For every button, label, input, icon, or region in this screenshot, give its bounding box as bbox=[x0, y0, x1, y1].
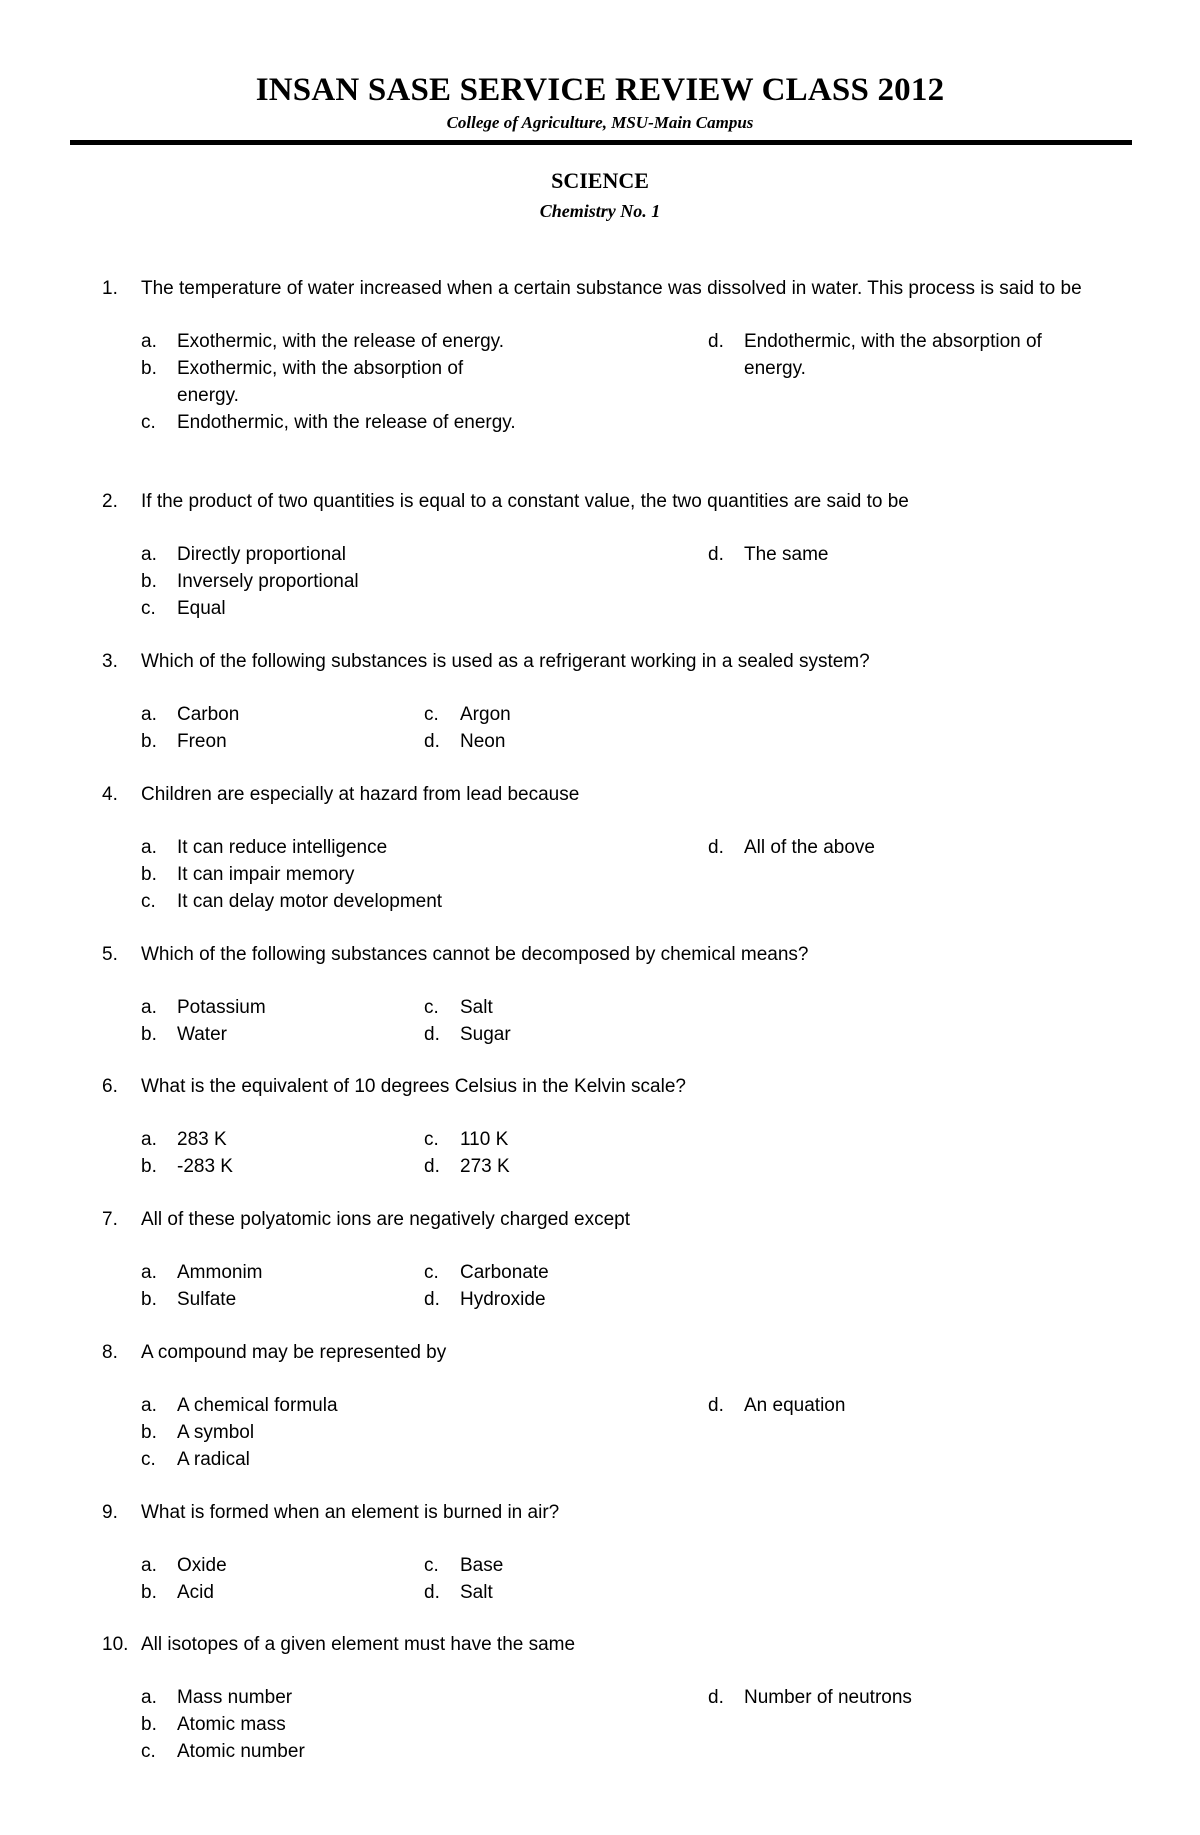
choice-c bbox=[424, 701, 674, 728]
choice-letter: d. bbox=[424, 1156, 440, 1177]
choice-letter: c. bbox=[141, 412, 156, 433]
choice-c bbox=[141, 595, 541, 622]
choice-letter: c. bbox=[424, 997, 439, 1018]
choice-text: Salt bbox=[460, 997, 493, 1018]
question-stem bbox=[102, 941, 1122, 968]
choice-list bbox=[141, 1684, 1122, 1765]
choice-a bbox=[141, 701, 391, 728]
question-1 bbox=[102, 275, 1122, 433]
choice-letter: c. bbox=[141, 891, 156, 912]
choice-letter: c. bbox=[424, 1555, 439, 1576]
choice-b bbox=[141, 1286, 391, 1313]
choice-text: A symbol bbox=[177, 1422, 255, 1443]
choice-text: Endothermic, with the absorption of energy. bbox=[744, 331, 1042, 379]
choice-text: -283 K bbox=[177, 1156, 233, 1177]
choice-d bbox=[708, 1392, 1098, 1419]
choice-a bbox=[141, 994, 391, 1021]
question-number: 10. bbox=[102, 1634, 129, 1655]
question-text: Which of the following substances cannot be decomposed by chemical means? bbox=[141, 944, 809, 965]
question-text: Which of the following substances is used as a refrigerant working in a sealed system? bbox=[141, 651, 870, 672]
question-7 bbox=[102, 1206, 1122, 1313]
choice-c bbox=[141, 1446, 541, 1473]
question-text: A compound may be represented by bbox=[141, 1342, 447, 1363]
question-number: 5. bbox=[102, 944, 118, 965]
question-text: The temperature of water increased when a certain substance was dissolved in water. This process is said to be bbox=[141, 278, 1082, 299]
question-5 bbox=[102, 941, 1122, 1048]
question-stem bbox=[102, 1339, 1122, 1366]
subject-heading bbox=[70, 167, 1130, 223]
choice-d bbox=[708, 541, 1098, 568]
choice-text: Number of neutrons bbox=[744, 1687, 912, 1708]
question-text: What is formed when an element is burned in air? bbox=[141, 1502, 560, 1523]
choice-a bbox=[141, 1392, 541, 1419]
choice-letter: d. bbox=[424, 1289, 440, 1310]
choice-a bbox=[141, 1684, 541, 1711]
choice-list bbox=[141, 994, 1122, 1048]
question-stem bbox=[102, 781, 1122, 808]
choice-b bbox=[141, 728, 391, 755]
choice-letter: b. bbox=[141, 864, 157, 885]
choice-text: Sugar bbox=[460, 1024, 511, 1045]
choice-list bbox=[141, 1126, 1122, 1180]
choice-text: The same bbox=[744, 544, 829, 565]
choice-list bbox=[141, 1552, 1122, 1606]
choice-letter: b. bbox=[141, 1714, 157, 1735]
choice-letter: a. bbox=[141, 1555, 157, 1576]
question-number: 3. bbox=[102, 651, 118, 672]
choice-letter: b. bbox=[141, 571, 157, 592]
choice-text: A chemical formula bbox=[177, 1395, 338, 1416]
choice-c bbox=[141, 409, 541, 436]
choice-letter: c. bbox=[141, 598, 156, 619]
choice-c bbox=[424, 1552, 674, 1579]
choice-text: Atomic mass bbox=[177, 1714, 286, 1735]
question-stem bbox=[102, 648, 1122, 675]
choice-text: 283 K bbox=[177, 1129, 227, 1150]
choice-text: Potassium bbox=[177, 997, 266, 1018]
choice-a bbox=[141, 1126, 391, 1153]
question-number: 2. bbox=[102, 491, 118, 512]
choice-text: Oxide bbox=[177, 1555, 227, 1576]
choice-text: It can impair memory bbox=[177, 864, 355, 885]
choice-text: Equal bbox=[177, 598, 226, 619]
question-stem bbox=[102, 488, 1122, 515]
choice-b bbox=[141, 1711, 541, 1738]
choice-letter: b. bbox=[141, 1422, 157, 1443]
choice-d bbox=[424, 1579, 674, 1606]
choice-d bbox=[424, 1021, 674, 1048]
question-number: 1. bbox=[102, 278, 118, 299]
choice-b bbox=[141, 861, 541, 888]
choice-c bbox=[424, 1259, 674, 1286]
choice-c bbox=[141, 888, 541, 915]
choice-list bbox=[141, 541, 1122, 622]
choice-text: Atomic number bbox=[177, 1741, 305, 1762]
choice-letter: a. bbox=[141, 997, 157, 1018]
choice-list bbox=[141, 1392, 1122, 1473]
question-number: 7. bbox=[102, 1209, 118, 1230]
document-subtitle: College of Agriculture, MSU-Main Campus bbox=[446, 113, 754, 132]
choice-text: Exothermic, with the absorption of energy. bbox=[177, 358, 464, 406]
choice-b bbox=[141, 1419, 541, 1446]
document-title: INSAN SASE SERVICE REVIEW CLASS 2012 bbox=[255, 72, 945, 108]
question-number: 6. bbox=[102, 1076, 118, 1097]
question-9 bbox=[102, 1499, 1122, 1606]
choice-letter: d. bbox=[708, 1395, 724, 1416]
choice-letter: c. bbox=[424, 1262, 439, 1283]
question-number: 4. bbox=[102, 784, 118, 805]
question-4 bbox=[102, 781, 1122, 915]
choice-letter: b. bbox=[141, 1582, 157, 1603]
choice-letter: c. bbox=[141, 1741, 156, 1762]
question-10 bbox=[102, 1631, 1122, 1765]
choice-letter: c. bbox=[424, 704, 439, 725]
choice-text: Directly proportional bbox=[177, 544, 346, 565]
choice-letter: d. bbox=[424, 731, 440, 752]
choice-b bbox=[141, 1579, 391, 1606]
choice-letter: a. bbox=[141, 837, 157, 858]
choice-letter: a. bbox=[141, 1129, 157, 1150]
choice-text: Carbon bbox=[177, 704, 240, 725]
choice-letter: d. bbox=[424, 1582, 440, 1603]
choice-text: Salt bbox=[460, 1582, 493, 1603]
choice-a bbox=[141, 1259, 391, 1286]
question-2 bbox=[102, 488, 1122, 622]
choice-letter: c. bbox=[424, 1129, 439, 1150]
choice-letter: c. bbox=[141, 1449, 156, 1470]
choice-text: Exothermic, with the release of energy. bbox=[177, 331, 505, 352]
question-text: If the product of two quantities is equal to a constant value, the two quantities are said to be bbox=[141, 491, 909, 512]
question-3 bbox=[102, 648, 1122, 755]
choice-b bbox=[141, 1153, 391, 1180]
choice-text: Acid bbox=[177, 1582, 214, 1603]
choice-letter: b. bbox=[141, 1289, 157, 1310]
question-stem bbox=[102, 1073, 1122, 1100]
choice-text: Mass number bbox=[177, 1687, 293, 1708]
choice-letter: b. bbox=[141, 1156, 157, 1177]
choice-list bbox=[141, 701, 1122, 755]
choice-letter: a. bbox=[141, 704, 157, 725]
question-text: Children are especially at hazard from lead because bbox=[141, 784, 580, 805]
choice-letter: a. bbox=[141, 544, 157, 565]
question-number: 8. bbox=[102, 1342, 118, 1363]
choice-d bbox=[424, 1153, 674, 1180]
choice-letter: b. bbox=[141, 358, 157, 379]
choice-text: An equation bbox=[744, 1395, 846, 1416]
choice-text: All of the above bbox=[744, 837, 875, 858]
choice-b bbox=[141, 568, 541, 595]
choice-letter: a. bbox=[141, 1395, 157, 1416]
choice-letter: b. bbox=[141, 1024, 157, 1045]
choice-letter: d. bbox=[708, 331, 724, 352]
choice-c bbox=[424, 1126, 674, 1153]
choice-text: Argon bbox=[460, 704, 511, 725]
question-stem bbox=[102, 1206, 1122, 1233]
choice-c bbox=[141, 1738, 541, 1765]
choice-b bbox=[141, 1021, 391, 1048]
choice-letter: d. bbox=[708, 837, 724, 858]
question-number: 9. bbox=[102, 1502, 118, 1523]
choice-text: Sulfate bbox=[177, 1289, 237, 1310]
choice-c bbox=[424, 994, 674, 1021]
question-6 bbox=[102, 1073, 1122, 1180]
question-text: What is the equivalent of 10 degrees Celsius in the Kelvin scale? bbox=[141, 1076, 686, 1097]
choice-text: Base bbox=[460, 1555, 504, 1576]
choice-list bbox=[141, 834, 1122, 915]
question-8 bbox=[102, 1339, 1122, 1473]
choice-letter: d. bbox=[424, 1024, 440, 1045]
choice-text: Neon bbox=[460, 731, 506, 752]
choice-text: Freon bbox=[177, 731, 227, 752]
choice-text: Endothermic, with the release of energy. bbox=[177, 412, 516, 433]
subject-title: SCIENCE bbox=[551, 168, 649, 193]
choice-list bbox=[141, 1259, 1122, 1313]
question-text: All isotopes of a given element must have the same bbox=[141, 1634, 576, 1655]
choice-text: 273 K bbox=[460, 1156, 510, 1177]
choice-a bbox=[141, 834, 541, 861]
choice-letter: a. bbox=[141, 1687, 157, 1708]
choice-text: Water bbox=[177, 1024, 227, 1045]
choice-d bbox=[424, 728, 674, 755]
choice-letter: a. bbox=[141, 1262, 157, 1283]
choice-letter: a. bbox=[141, 331, 157, 352]
choice-text: Carbonate bbox=[460, 1262, 549, 1283]
choice-a bbox=[141, 541, 541, 568]
question-stem bbox=[102, 275, 1122, 302]
choice-d bbox=[708, 328, 1078, 382]
question-text: All of these polyatomic ions are negatively charged except bbox=[141, 1209, 630, 1230]
choice-text: A radical bbox=[177, 1449, 250, 1470]
choice-text: It can reduce intelligence bbox=[177, 837, 388, 858]
choice-list bbox=[141, 328, 1122, 433]
question-stem bbox=[102, 1499, 1122, 1526]
choice-text: 110 K bbox=[460, 1129, 509, 1150]
choice-text: Ammonim bbox=[177, 1262, 263, 1283]
choice-a bbox=[141, 1552, 391, 1579]
choice-b bbox=[141, 355, 481, 409]
choice-letter: d. bbox=[708, 1687, 724, 1708]
header-divider bbox=[70, 140, 1132, 145]
choice-text: Inversely proportional bbox=[177, 571, 359, 592]
choice-d bbox=[708, 1684, 1098, 1711]
choice-d bbox=[424, 1286, 674, 1313]
choice-letter: b. bbox=[141, 731, 157, 752]
choice-letter: d. bbox=[708, 544, 724, 565]
subject-subtitle: Chemistry No. 1 bbox=[539, 201, 661, 221]
document-header bbox=[70, 70, 1130, 134]
choice-a bbox=[141, 328, 541, 355]
choice-text: Hydroxide bbox=[460, 1289, 546, 1310]
question-stem bbox=[102, 1631, 1122, 1658]
choice-text: It can delay motor development bbox=[177, 891, 443, 912]
choice-d bbox=[708, 834, 1098, 861]
